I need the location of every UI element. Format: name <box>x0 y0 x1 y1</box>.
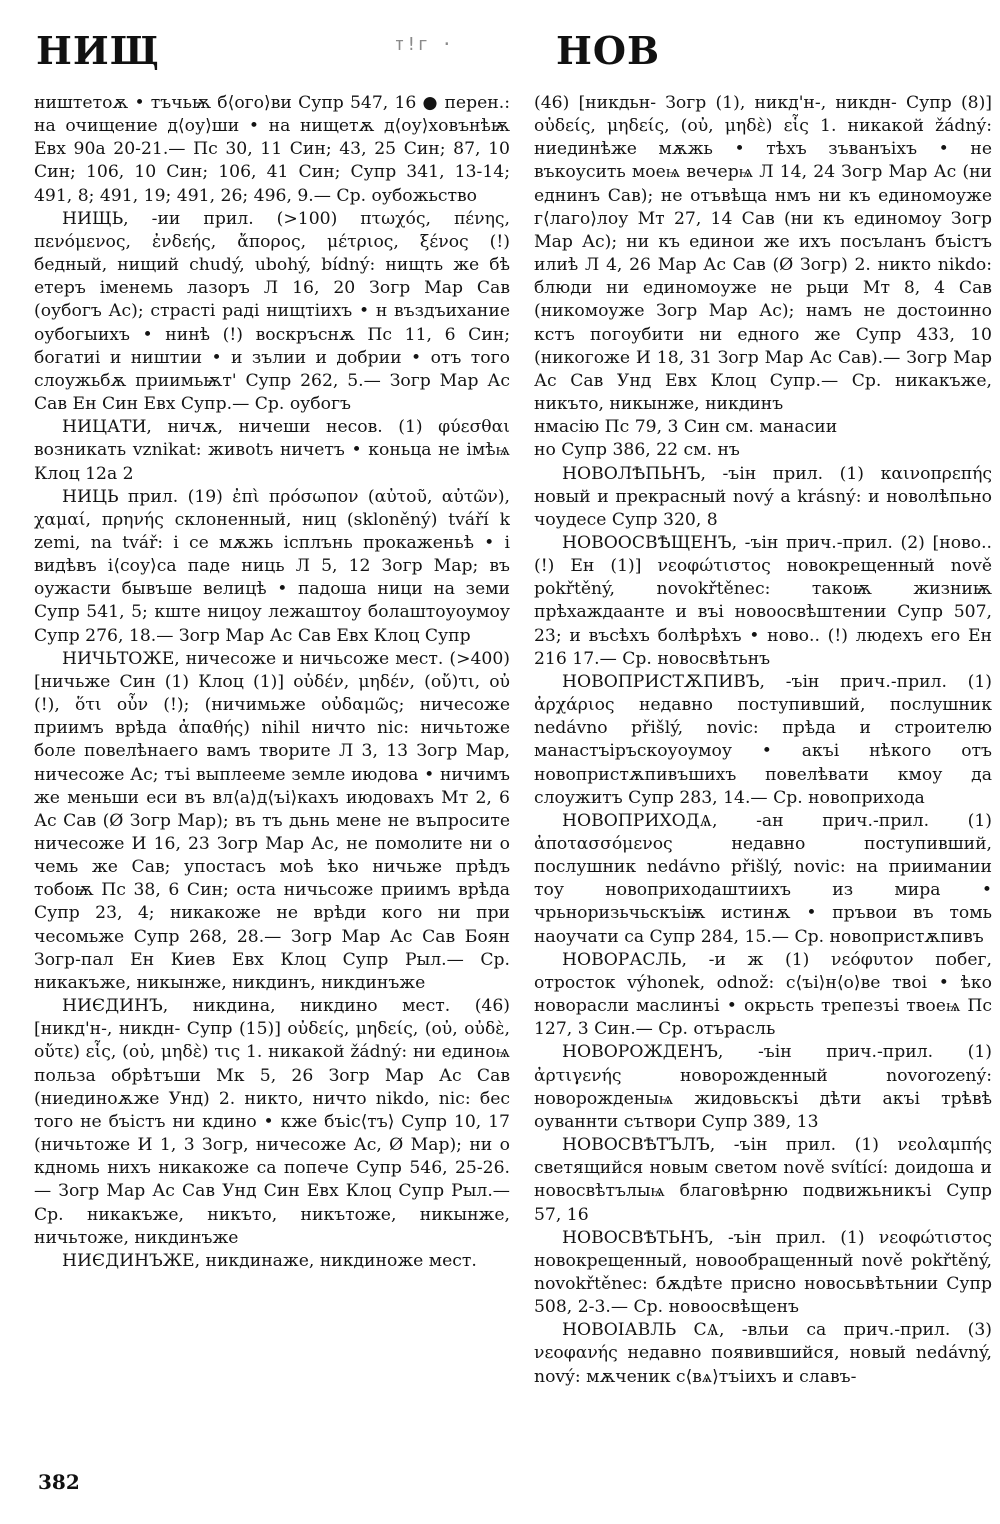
running-header <box>0 0 1000 80</box>
dictionary-entry: НИЧЬТОЖЕ, ничесоже и ничьсоже мест. (>400) [ничьже Син (1) Клоц (1)] οὐδέν, μηδέν, (οὔ)τι, οὐ (!), ὅτι οὖν (!); (ничимьже οὐδαμῶς; ничесоже приимъ врѣда ἀπαθής) nihil ничто nic: ничьтоже боле повелѣнаего вамъ творите Л 3, 13 Зогр Мар, ничесоже Ас; тъі выплееме земле июдова • ничимъ же меньши еси въ вл⟨а⟩д⟨ъі⟩кахъ июдовахъ Мт 2, 6 Ас Сав (Ø Зогр Мар); въ тъ дьнь мене не въпросите ничесоже И 16, 23 Зогр Мар Ас, не помолите ни о чемь же Сав; упостасъ моѣ ѣко ничьже прѣдъ тобоѭ Пс 38, 6 Син; оста ничьсоже приимъ врѣда Супр 23, 4; никакоже не врѣди кого ни при чесомьже Супр 268, 28.— Зогр Мар Ас Сав Боян Зогр-пал Ен Киев Евх Клоц Супр Рыл.— Ср. никакъже, никынже, никдинъ, никдинъже <box>34 648 510 993</box>
dictionary-entry: НОВООСВѢЩЕНЪ, -ъін прич.-прил. (2) [ново.. (!) Ен (1)] νεοφώτιστος новокрещенный nově pokřtěný, novokřtěnec: такоѭ жизниѭ прѣхаждаанте и въі новоосвѣштении Супр 507, 23; и въсѣхъ болѣрѣхъ • ново.. (!) людехъ его Ен 216 17.— Ср. новосвѣтьнъ <box>534 532 992 669</box>
right-running-headword: НОВ <box>556 28 661 73</box>
dictionary-entry: НОВОРАСЛЬ, -и ж (1) νεόφυτον побег, отросток výhonek, odnož: с⟨ъі⟩н⟨о⟩ве твоі • ѣко новорасли маслинъі • окрьсть трепезъі твоеѩ Пс 127, 3 Син.— Ср. отърасль <box>534 949 992 1040</box>
dictionary-entry: НИЄДИНЪ, никдина, никдино мест. (46) [никд'н-, никдн- Супр (15)] οὐδείς, μηδείς, (οὐ, οὐδὲ, οὔτε) εἷς, (οὐ, μηδὲ) τις 1. никакой žádný: ни единоѩ польза обрѣтъши Мк 5, 26 Зогр Мар Ас Сав (ниединоѫже Унд) 2. никто, ничто nikdo, nic: бес того не бъістъ ни кдино • кже бъіс⟨тъ⟩ Супр 10, 17 (ничьтоже И 1, 3 Зогр, ничесоже Ас, Ø Мар); ни о кдномь нихъ никакоже са попече Супр 546, 25-26.— Зогр Мар Ас Сав Унд Син Евх Клоц Супр Рыл.— Ср. никакъже, никъто, никътоже, никынже, ничьтоже, никдинъже <box>34 996 510 1248</box>
dictionary-entry: НОВОПРИСТѪПИВЪ, -ъін прич.-прил. (1) ἀρχάριος недавно поступивший, послушник nedávno přišlý, novic: прѣда и строителю манастъіръскоуоумоу • акъі нѣкого отъ новопристѫпивъшихъ повелѣвати кмоу да слоужитъ Супр 283, 14.— Ср. новоприхода <box>534 671 992 808</box>
left-column <box>34 92 510 1452</box>
page-number: 382 <box>38 1470 80 1494</box>
right-column <box>534 92 992 1512</box>
dictionary-entry: НИЩЬ, -ии прил. (>100) πτωχός, πένης, πενόμενος, ἐνδεής, ἄπορος, μέτριος, ξένος (!) бедный, нищий chudý, ubohý, bídný: нищть же бѣ етеръ іменемь лазоръ Л 16, 20 Зогр Мар Сав (оубогъ Ас); страсті раді нищтіихъ • н въздъихание оубогыихъ • нинѣ (!) воскръснѫ Пс 11, 6 Син; богатиі и ништии • и зълии и добрии • отъ того слоужьбѫ приимьѭт' Супр 262, 5.— Зогр Мар Ас Сав Ен Син Евх Супр.— Ср. оубогъ <box>34 208 510 415</box>
dictionary-entry: нмасію Пс 79, 3 Син см. манасии но Супр 386, 22 см. нъ <box>534 417 838 461</box>
dictionary-entry: НОВОПРИХОДѦ, -ан прич.-прил. (1) ἀποτασσόμενος недавно поступивший, послушник nedávno přišlý, novic: на приимании тоу новоприходаштиихъ из мира • чрьноризьчьскъіѭ истинѫ • пръвои въ томь наоучати са Супр 284, 15.— Ср. новопристѫпивъ <box>534 810 992 947</box>
dictionary-entry: НОВОІАВЛЬ СѦ, -вльи са прич.-прил. (3) νεοφανής недавно появившийся, новый nedávný, nový: мѫченик с⟨вѧ⟩тъіихъ и славъ- <box>534 1320 992 1387</box>
left-running-headword: НИЩ <box>36 28 160 73</box>
dictionary-entry: (46) [никдьн- Зогр (1), никд'н-, никдн- Супр (8)] οὐδείς, μηδείς, (οὐ, μηδὲ) εἷς 1. никакой žádný: ниединѣже мѫжь • тѣхъ зъванъіхъ • не въкоусить моеѩ вечерѩ Л 14, 24 Зогр Мар Ас (ни еднинъ Сав); не отъвѣща нмъ ни къ единомоуже г⟨лаго⟩лоу Мт 27, 14 Сав (ни къ единомоу Зогр Мар Ас); ни къ единои же ихъ посъланъ бъістъ илиѣ Л 4, 26 Мар Ас Сав (Ø Зогр) 2. никто nikdo: блюди ни единомоуже не рьци Мт 8, 4 Сав (никомоуже Зогр Мар Ас); намъ не достоинно кстъ погоубити ни едного же Супр 433, 10 (никогоже И 18, 31 Зогр Мар Ас Сав).— Зогр Мар Ас Сав Унд Евх Клоц Супр.— Ср. никакъже, никъто, никынже, никдинъ <box>534 93 992 415</box>
dictionary-entry: ништетоѫ • тъчьѭ б⟨ого⟩ви Супр 547, 16 ● перен.: на очищение д⟨оу⟩ши • на нищетѫ д⟨оу⟩ховънѣѭ Евх 90а 20-21.— Пс 30, 11 Син; 43, 25 Син; 87, 10 Син; 106, 10 Син; 106, 41 Син; Супр 341, 13-14; 491, 8; 491, 19; 491, 26; 496, 9.— Ср. оубожьство <box>34 93 510 206</box>
dictionary-entry: НИЦАТИ, ничѫ, ничеши несов. (1) φύεσθαι возникать vznikat: живоtъ ничетъ • коньца не імѣѩ Клоц 12а 2 <box>34 417 510 484</box>
print-mark: т!г · <box>394 34 454 55</box>
dictionary-entry: НОВОРОЖДЕНЪ, -ъін прич.-прил. (1) ἀρτιγενής новорожденный novorozený: новорожденыѩ жидовьскъі дѣти акъі трѣвѣ оуваннти сътвори Супр 389, 13 <box>534 1042 992 1132</box>
dictionary-entry: НОВОЛѢПЬНЪ, -ъін прил. (1) καινοπρεπής новый и прекрасный nový a krásný: и новолѣпьно чоудесе Супр 320, 8 <box>534 463 992 530</box>
dictionary-entry: НОВОСВѢТЬНЪ, -ъін прил. (1) νεοφώτιστος новокрещенный, новообращенный nově pokřtěný, novokřtěnec: бѫдѣте присно новосьвѣтьнии Супр 508, 2-3.— Ср. новоосвѣщенъ <box>534 1227 992 1318</box>
dictionary-entry: НИЄДИНЪЖЕ, никдинаже, никдиноже мест. <box>62 1250 477 1271</box>
dictionary-entry: НИЦЬ прил. (19) ἐπὶ πρόσωπον (αὐτοῦ, αὐτῶν), χαμαί, πρηνής склоненный, ниц (skloněný) tváří k zemi, na tvář: і се мѫжь ісплънь прокаженьѣ • і видѣвъ і⟨соу⟩са паде ниць Л 5, 12 Зогр Мар; въ оужасти бывъше велицѣ • падоша ници на земи Супр 541, 5; кште ницоу лежаштоу болаштоуоумоу Супр 276, 18.— Зогр Мар Ас Сав Евх Клоц Супр <box>34 486 510 646</box>
dictionary-entry: НОВОСВѢТЪЛЪ, -ъін прил. (1) νεολαμπής светящийся новым светом nově svítící: доидоша и новосвѣтълыѩ благовѣрню подвижьникъі Супр 57, 16 <box>534 1135 992 1225</box>
